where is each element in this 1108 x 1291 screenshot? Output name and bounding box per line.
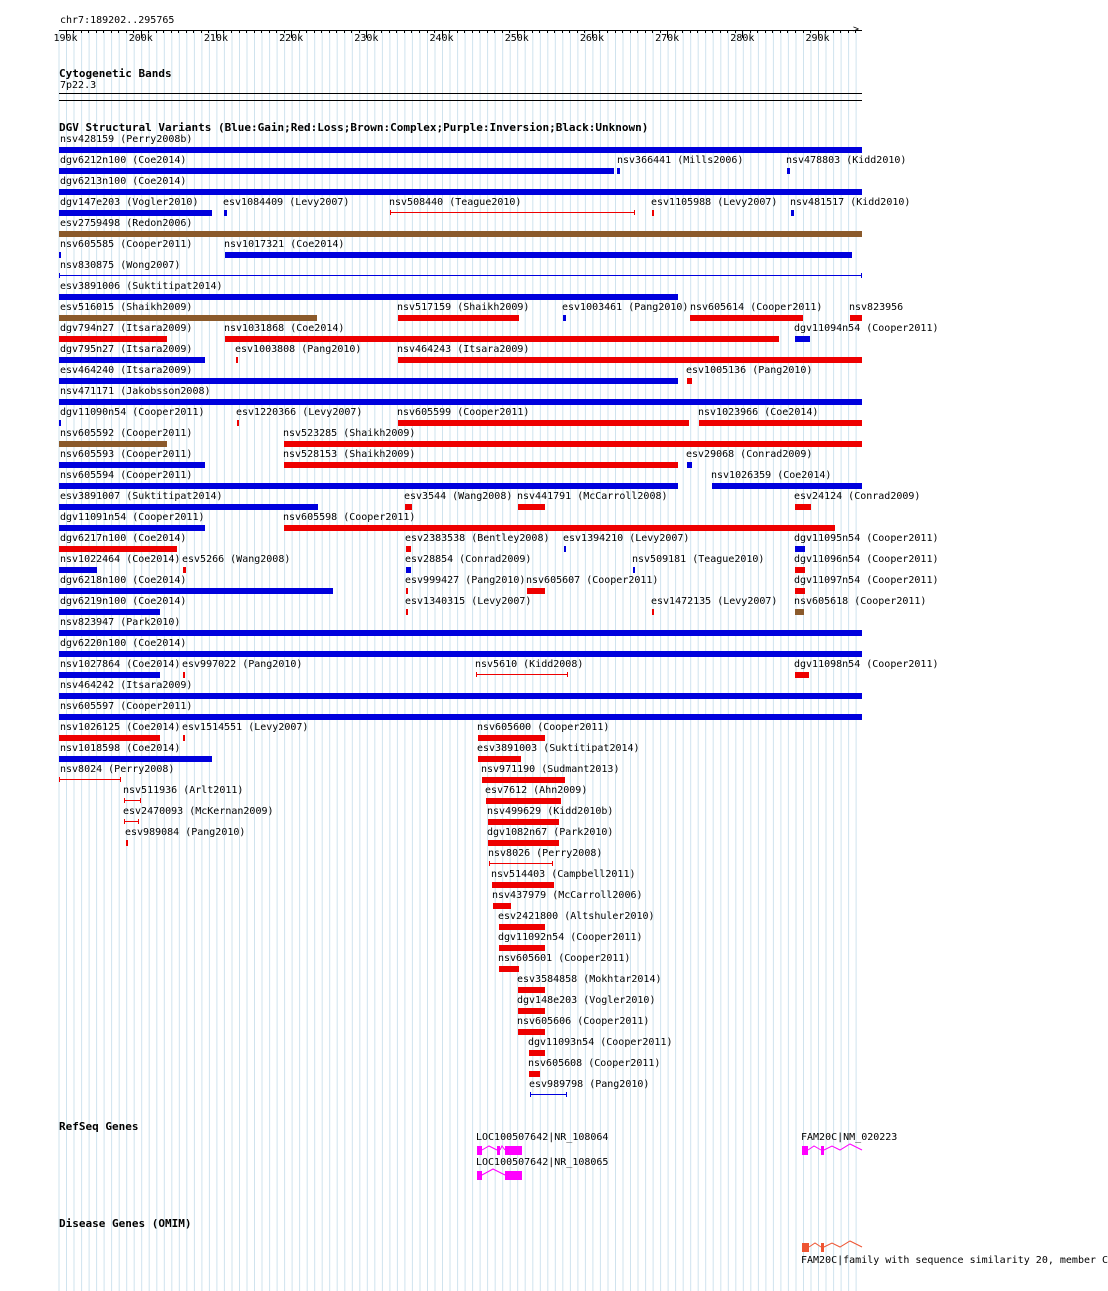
variant-label[interactable]: nsv428159 (Perry2008b) [60, 134, 193, 145]
variant-label[interactable]: nsv471171 (Jakobsson2008) [60, 386, 211, 397]
variant-label[interactable]: dgv148e203 (Vogler2010) [517, 995, 656, 1006]
variant-label[interactable]: dgv11093n54 (Cooper2011) [528, 1037, 673, 1048]
variant-label[interactable]: nsv8024 (Perry2008) [60, 764, 175, 775]
variant-label[interactable]: esv1340315 (Levy2007) [405, 596, 532, 607]
variant-label[interactable]: esv2759498 (Redon2006) [60, 218, 193, 229]
ruler-label: 230k [354, 33, 379, 44]
variant-label[interactable]: nsv605614 (Cooper2011) [690, 302, 823, 313]
dgv-track-title: DGV Structural Variants (Blue:Gain;Red:Loss;Brown:Complex;Purple:Inversion;Black:Unknown) [59, 121, 649, 134]
variant-label[interactable]: nsv8026 (Perry2008) [488, 848, 603, 859]
variant-label[interactable]: nsv1026125 (Coe2014) [60, 722, 181, 733]
variant-label[interactable]: nsv509181 (Teague2010) [632, 554, 765, 565]
variant-label[interactable]: esv1394210 (Levy2007) [563, 533, 690, 544]
variant-label[interactable]: nsv605597 (Cooper2011) [60, 701, 193, 712]
region-label: chr7:189202..295765 [60, 15, 175, 26]
variant-label[interactable]: esv1514551 (Levy2007) [182, 722, 309, 733]
ruler-label: 250k [504, 33, 529, 44]
refseq-track-title: RefSeq Genes [59, 1120, 139, 1133]
variant-label[interactable]: nsv514403 (Campbell2011) [491, 869, 636, 880]
variant-label[interactable]: nsv605618 (Cooper2011) [794, 596, 927, 607]
variant-label[interactable]: nsv1022464 (Coe2014) [60, 554, 181, 565]
variant-label[interactable]: nsv517159 (Shaikh2009) [397, 302, 530, 313]
variant-label[interactable]: nsv441791 (McCarroll2008) [517, 491, 668, 502]
variant-label[interactable]: dgv1082n67 (Park2010) [487, 827, 614, 838]
variant-label[interactable]: esv7612 (Ahn2009) [485, 785, 588, 796]
variant-label[interactable]: esv1003461 (Pang2010) [562, 302, 689, 313]
variant-label[interactable]: nsv511936 (Arlt2011) [123, 785, 244, 796]
gene-label[interactable]: FAM20C|NM_020223 [801, 1132, 898, 1143]
variant-label[interactable]: nsv1031868 (Coe2014) [224, 323, 345, 334]
variant-label[interactable]: nsv1018598 (Coe2014) [60, 743, 181, 754]
variant-label[interactable]: nsv605585 (Cooper2011) [60, 239, 193, 250]
variant-label[interactable]: nsv605598 (Cooper2011) [283, 512, 416, 523]
variant-label[interactable]: nsv366441 (Mills2006) [617, 155, 744, 166]
variant-label[interactable]: esv29068 (Conrad2009) [686, 449, 813, 460]
variant-label[interactable]: nsv605601 (Cooper2011) [498, 953, 631, 964]
variant-label[interactable]: esv28854 (Conrad2009) [405, 554, 532, 565]
ruler-label: 270k [655, 33, 680, 44]
variant-label[interactable]: nsv605608 (Cooper2011) [528, 1058, 661, 1069]
ruler-label: 290k [805, 33, 830, 44]
ruler-label: 210k [203, 33, 228, 44]
variant-label[interactable]: nsv523285 (Shaikh2009) [283, 428, 416, 439]
variant-label[interactable]: dgv11097n54 (Cooper2011) [794, 575, 939, 586]
ruler-label: 200k [128, 33, 153, 44]
variant-label[interactable]: esv1003808 (Pang2010) [235, 344, 362, 355]
variant-label[interactable]: dgv6219n100 (Coe2014) [60, 596, 187, 607]
variant-label[interactable]: esv997022 (Pang2010) [182, 659, 303, 670]
cytoband-track-title: Cytogenetic Bands [59, 67, 172, 80]
variant-label[interactable]: nsv1023966 (Coe2014) [698, 407, 819, 418]
omim-gene-label[interactable]: FAM20C|family with sequence similarity 20, member C [801, 1255, 1108, 1266]
variant-label[interactable]: esv3891007 (Suktitipat2014) [60, 491, 223, 502]
cytoband-label: 7p22.3 [60, 80, 97, 91]
variant-label[interactable]: nsv499629 (Kidd2010b) [487, 806, 614, 817]
ruler-label: 260k [579, 33, 604, 44]
variant-label[interactable]: nsv605606 (Cooper2011) [517, 1016, 650, 1027]
variant-label[interactable]: nsv605592 (Cooper2011) [60, 428, 193, 439]
variant-label[interactable]: esv3891006 (Suktitipat2014) [60, 281, 223, 292]
variant-label[interactable]: nsv528153 (Shaikh2009) [283, 449, 416, 460]
variant-label[interactable]: nsv1027864 (Coe2014) [60, 659, 181, 670]
variant-label[interactable]: nsv5610 (Kidd2008) [475, 659, 584, 670]
variant-label[interactable]: esv3891003 (Suktitipat2014) [477, 743, 640, 754]
variant-label[interactable]: nsv605607 (Cooper2011) [526, 575, 659, 586]
variant-label[interactable]: dgv11096n54 (Cooper2011) [794, 554, 939, 565]
variant-label[interactable]: nsv481517 (Kidd2010) [790, 197, 911, 208]
variant-label[interactable]: nsv830875 (Wong2007) [60, 260, 181, 271]
variant-label[interactable]: dgv794n27 (Itsara2009) [60, 323, 193, 334]
gene-label[interactable]: LOC100507642|NR_108065 [476, 1157, 609, 1168]
variant-label[interactable]: dgv6213n100 (Coe2014) [60, 176, 187, 187]
variant-label[interactable]: dgv147e203 (Vogler2010) [60, 197, 199, 208]
variant-label[interactable]: dgv795n27 (Itsara2009) [60, 344, 193, 355]
variant-label[interactable]: nsv823947 (Park2010) [60, 617, 181, 628]
variant-label[interactable]: nsv605593 (Cooper2011) [60, 449, 193, 460]
variant-label[interactable]: dgv11091n54 (Cooper2011) [60, 512, 205, 523]
variant-label[interactable]: esv989798 (Pang2010) [529, 1079, 650, 1090]
variant-label[interactable]: nsv605594 (Cooper2011) [60, 470, 193, 481]
variant-label[interactable]: esv999427 (Pang2010) [405, 575, 526, 586]
variant-label[interactable]: esv1005136 (Pang2010) [686, 365, 813, 376]
variant-label[interactable]: dgv11092n54 (Cooper2011) [498, 932, 643, 943]
variant-label[interactable]: dgv11098n54 (Cooper2011) [794, 659, 939, 670]
variant-label[interactable]: dgv11094n54 (Cooper2011) [794, 323, 939, 334]
variant-label[interactable]: esv464240 (Itsara2009) [60, 365, 193, 376]
ruler-label: 190k [53, 33, 78, 44]
variant-label[interactable]: nsv1017321 (Coe2014) [224, 239, 345, 250]
variant-label[interactable]: nsv508440 (Teague2010) [389, 197, 522, 208]
variant-label[interactable]: dgv6220n100 (Coe2014) [60, 638, 187, 649]
variant-label[interactable]: nsv464243 (Itsara2009) [397, 344, 530, 355]
variant-label[interactable]: nsv971190 (Sudmant2013) [481, 764, 620, 775]
variant-label[interactable]: esv24124 (Conrad2009) [794, 491, 921, 502]
variant-label[interactable]: esv516015 (Shaikh2009) [60, 302, 193, 313]
variant-label[interactable]: esv2421800 (Altshuler2010) [498, 911, 655, 922]
ruler-arrow-icon: > [853, 24, 860, 35]
variant-label[interactable]: esv989084 (Pang2010) [125, 827, 246, 838]
ruler-label: 220k [279, 33, 304, 44]
variant-label[interactable]: nsv437979 (McCarroll2006) [492, 890, 643, 901]
variant-label[interactable]: dgv6218n100 (Coe2014) [60, 575, 187, 586]
variant-label[interactable]: dgv6217n100 (Coe2014) [60, 533, 187, 544]
variant-label[interactable]: esv3544 (Wang2008) [404, 491, 513, 502]
gene-label[interactable]: LOC100507642|NR_108064 [476, 1132, 609, 1143]
variant-label[interactable]: esv1084409 (Levy2007) [223, 197, 350, 208]
omim-track-title: Disease Genes (OMIM) [59, 1217, 192, 1230]
variant-label[interactable]: esv5266 (Wang2008) [182, 554, 291, 565]
variant-label[interactable]: esv3584858 (Mokhtar2014) [517, 974, 662, 985]
ruler-label: 280k [730, 33, 755, 44]
variant-label[interactable]: dgv11095n54 (Cooper2011) [794, 533, 939, 544]
variant-label[interactable]: dgv6212n100 (Coe2014) [60, 155, 187, 166]
variant-label[interactable]: esv1472135 (Levy2007) [651, 596, 778, 607]
variant-label[interactable]: esv1105988 (Levy2007) [651, 197, 778, 208]
variant-label[interactable]: nsv478803 (Kidd2010) [786, 155, 907, 166]
variant-label[interactable]: esv2470093 (McKernan2009) [123, 806, 274, 817]
variant-label[interactable]: nsv823956 [849, 302, 904, 313]
ruler-label: 240k [429, 33, 454, 44]
variant-label[interactable]: dgv11090n54 (Cooper2011) [60, 407, 205, 418]
variant-label[interactable]: nsv464242 (Itsara2009) [60, 680, 193, 691]
variant-label[interactable]: esv1220366 (Levy2007) [236, 407, 363, 418]
variant-label[interactable]: esv2383538 (Bentley2008) [405, 533, 550, 544]
variant-label[interactable]: nsv605600 (Cooper2011) [477, 722, 610, 733]
variant-label[interactable]: nsv1026359 (Coe2014) [711, 470, 832, 481]
variant-label[interactable]: nsv605599 (Cooper2011) [397, 407, 530, 418]
